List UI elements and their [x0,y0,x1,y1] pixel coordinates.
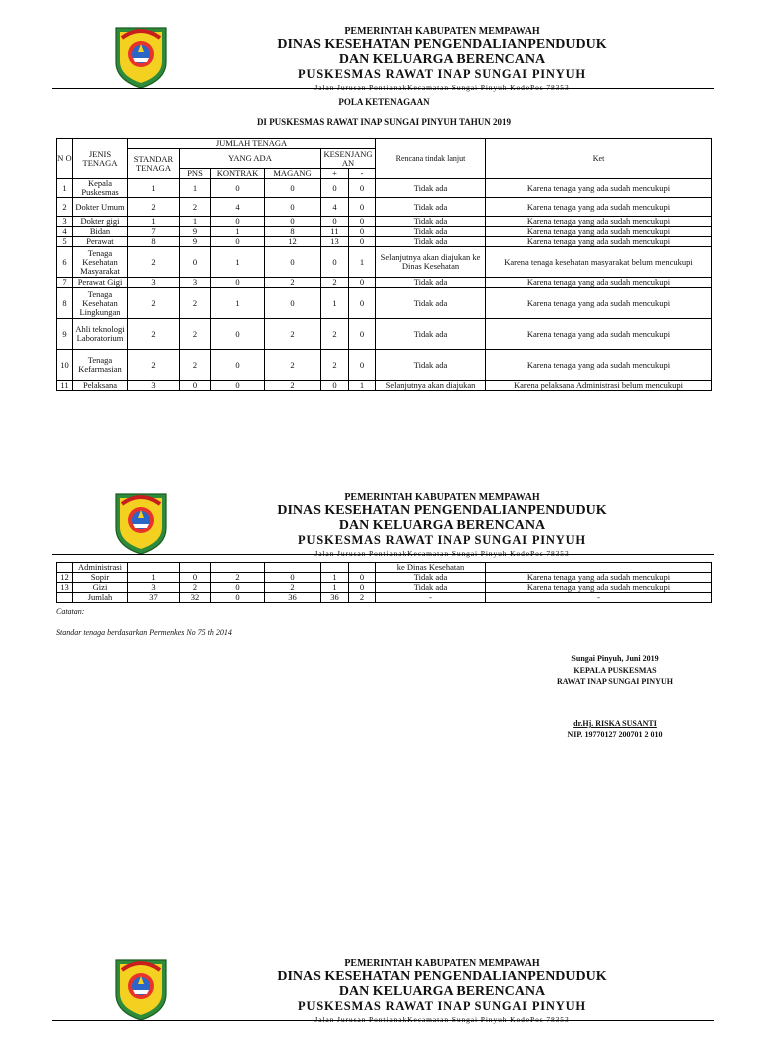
cell-pns: 32 [180,593,211,603]
header-kontrak: KONTRAK [211,169,265,179]
cell-no: 1 [57,179,73,198]
cell-rencana: Tidak ada [376,278,486,288]
table-row [57,381,712,391]
cell-plus: 1 [321,573,349,583]
cell-standar: 1 [128,217,180,227]
cell-jenis: Tenaga Kesehatan Masyarakat [73,247,128,278]
regency-logo-icon [112,488,170,556]
table-row [57,593,712,603]
cell-no: 10 [57,350,73,381]
cell-ket: Karena tenaga yang ada sudah mencukupi [486,237,712,247]
letterhead-address: Jalan Jurusan PontianakKecamatan Sungai Pinyuh KodePos 78353 [314,1015,570,1024]
cell-pns: 1 [180,217,211,227]
table-row [57,288,712,319]
cell-minus: 0 [349,573,376,583]
header-kesenjangan: KESENJANG AN [321,149,376,169]
cell-kontrak: 0 [211,593,265,603]
header-no: N O [57,139,73,179]
cell-standar: 3 [128,583,180,593]
cell-kontrak: 1 [211,227,265,237]
cell-rencana: - [376,593,486,603]
cell-minus: 1 [349,247,376,278]
header-rule-page2 [52,554,714,555]
cell-no: 11 [57,381,73,391]
letterhead-line4: PUSKESMAS RAWAT INAP SUNGAI PINYUH [298,533,586,547]
cell-ket: Karena tenaga yang ada sudah mencukupi [486,319,712,350]
letterhead-line1: PEMERINTAH KABUPATEN MEMPAWAH [344,26,540,37]
cell-jenis: Tenaga Kefarmasian [73,350,128,381]
table-row [57,247,712,278]
regency-logo-icon [112,22,170,90]
cell-ket: Karena tenaga yang ada sudah mencukupi [486,350,712,381]
cell-kontrak: 0 [211,350,265,381]
cell-jenis: Dokter Umum [73,198,128,217]
table-row [57,278,712,288]
cell-magang: 36 [265,593,321,603]
cell-ket: Karena tenaga yang ada sudah mencukupi [486,217,712,227]
cell-jenis: Bidan [73,227,128,237]
cell-rencana: Tidak ada [376,319,486,350]
cell-no: 2 [57,198,73,217]
sign-position1: KEPALA PUSKESMAS [573,666,657,675]
cell-kontrak: 0 [211,278,265,288]
cell-standar: 1 [128,179,180,198]
cell-kontrak: 0 [211,179,265,198]
cell-kontrak: 0 [211,319,265,350]
letterhead-line1: PEMERINTAH KABUPATEN MEMPAWAH [344,958,540,969]
cell-standar: 8 [128,237,180,247]
cell-plus: 2 [321,319,349,350]
cell-jenis: Dokter gigi [73,217,128,227]
header-standar: STANDAR TENAGA [128,149,180,179]
cell-ket: Karena tenaga yang ada sudah mencukupi [486,179,712,198]
staffing-table [56,138,712,391]
staffing-table-continued [56,562,712,603]
cell-plus: 0 [321,179,349,198]
header-ket: Ket [486,139,712,179]
cell-jenis: Kepala Puskesmas [73,179,128,198]
table-row [57,237,712,247]
cell-magang: 2 [265,381,321,391]
cell-pns: 2 [180,583,211,593]
cell-pns [180,563,211,573]
cell-pns: 1 [180,179,211,198]
cell-pns: 9 [180,227,211,237]
cell-standar: 2 [128,288,180,319]
sign-name: dr.Hj. RISKA SUSANTI [573,719,657,728]
cell-magang: 0 [265,198,321,217]
cell-kontrak: 0 [211,381,265,391]
cell-magang: 2 [265,583,321,593]
cell-kontrak: 1 [211,247,265,278]
cell-minus: 1 [349,381,376,391]
table-row [57,563,712,573]
table-row [57,573,712,583]
cell-jenis: Administrasi [73,563,128,573]
cell-minus: 0 [349,179,376,198]
letterhead-address: Jalan Jurusan PontianakKecamatan Sungai Pinyuh KodePos 78353 [314,83,570,92]
cell-plus: 0 [321,217,349,227]
header-jumlah: JUMLAH TENAGA [128,139,376,149]
cell-jenis: Perawat Gigi [73,278,128,288]
cell-standar [128,563,180,573]
cell-jenis: Gizi [73,583,128,593]
cell-magang: 2 [265,278,321,288]
cell-no: 12 [57,573,73,583]
cell-no: 13 [57,583,73,593]
cell-minus: 0 [349,583,376,593]
cell-rencana: Tidak ada [376,179,486,198]
cell-minus: 0 [349,288,376,319]
cell-plus: 36 [321,593,349,603]
cell-ket: Karena tenaga yang ada sudah mencukupi [486,227,712,237]
letterhead-page3 [112,954,712,1046]
letterhead-line2: DINAS KESEHATAN PENGENDALIANPENDUDUK [277,503,607,518]
cell-standar: 37 [128,593,180,603]
cell-rencana: Tidak ada [376,350,486,381]
cell-plus [321,563,349,573]
sign-place-date: Sungai Pinyuh, Juni 2019 [571,654,659,663]
cell-standar: 2 [128,198,180,217]
letterhead-address: Jalan Jurusan PontianakKecamatan Sungai Pinyuh KodePos 78353 [314,549,570,558]
cell-no: 4 [57,227,73,237]
document-subtitle: DI PUSKESMAS RAWAT INAP SUNGAI PINYUH TAHUN 2019 [256,117,512,127]
table-row [57,179,712,198]
cell-pns: 0 [180,247,211,278]
header-jenis: JENIS TENAGA [73,139,128,179]
sign-position2: RAWAT INAP SUNGAI PINYUH [557,677,673,686]
cell-ket: Karena tenaga yang ada sudah mencukupi [486,573,712,583]
cell-no: 6 [57,247,73,278]
header-rencana: Rencana tindak lanjut [376,139,486,179]
cell-rencana: Tidak ada [376,237,486,247]
cell-kontrak: 2 [211,573,265,583]
cell-pns: 0 [180,573,211,583]
letterhead-line3: DAN KELUARGA BERENCANA [338,52,546,67]
cell-standar: 2 [128,319,180,350]
cell-plus: 11 [321,227,349,237]
cell-minus: 0 [349,278,376,288]
header-plus: + [321,169,349,179]
note-standar: Standar tenaga berdasarkan Permenkes No 75 th 2014 [56,628,232,637]
cell-pns: 2 [180,350,211,381]
cell-no: 5 [57,237,73,247]
cell-magang: 12 [265,237,321,247]
cell-jenis: Ahli teknologi Laboratorium [73,319,128,350]
cell-jenis: Jumlah [73,593,128,603]
letterhead-line1: PEMERINTAH KABUPATEN MEMPAWAH [344,492,540,503]
cell-kontrak: 0 [211,237,265,247]
table-row [57,198,712,217]
cell-no: 8 [57,288,73,319]
cell-minus: 0 [349,350,376,381]
cell-plus: 0 [321,381,349,391]
cell-plus: 2 [321,278,349,288]
cell-minus: 0 [349,237,376,247]
header-magang: MAGANG [265,169,321,179]
cell-kontrak: 0 [211,583,265,593]
cell-rencana: Tidak ada [376,573,486,583]
header-pns: PNS [180,169,211,179]
document-title: POLA KETENAGAAN [338,97,430,107]
cell-plus: 2 [321,350,349,381]
cell-pns: 9 [180,237,211,247]
letterhead-line4: PUSKESMAS RAWAT INAP SUNGAI PINYUH [298,999,586,1013]
table-row [57,217,712,227]
cell-minus: 0 [349,217,376,227]
cell-ket: Karena tenaga yang ada sudah mencukupi [486,198,712,217]
cell-ket: Karena tenaga yang ada sudah mencukupi [486,288,712,319]
cell-ket: - [486,593,712,603]
header-rule-page3 [52,1020,714,1021]
cell-standar: 3 [128,381,180,391]
cell-ket [486,563,712,573]
cell-plus: 4 [321,198,349,217]
cell-no [57,593,73,603]
cell-minus: 0 [349,227,376,237]
note-catatan: Catatan: [56,607,85,616]
cell-kontrak: 4 [211,198,265,217]
cell-pns: 3 [180,278,211,288]
cell-rencana: Tidak ada [376,227,486,237]
cell-plus: 0 [321,247,349,278]
regency-logo-icon [112,954,170,1022]
cell-pns: 2 [180,288,211,319]
cell-rencana: Selanjutnya akan diajukan [376,381,486,391]
cell-rencana: Selanjutnya akan diajukan ke Dinas Kesehatan [376,247,486,278]
cell-standar: 2 [128,247,180,278]
cell-no: 3 [57,217,73,227]
cell-ket: Karena tenaga yang ada sudah mencukupi [486,278,712,288]
cell-no: 7 [57,278,73,288]
cell-kontrak: 0 [211,217,265,227]
header-minus: - [349,169,376,179]
cell-magang [265,563,321,573]
cell-ket: Karena pelaksana Administrasi belum mencukupi [486,381,712,391]
cell-kontrak [211,563,265,573]
cell-ket: Karena tenaga yang ada sudah mencukupi [486,583,712,593]
cell-plus: 13 [321,237,349,247]
cell-minus: 2 [349,593,376,603]
cell-rencana: Tidak ada [376,583,486,593]
cell-jenis: Tenaga Kesehatan Lingkungan [73,288,128,319]
cell-kontrak: 1 [211,288,265,319]
letterhead-line2: DINAS KESEHATAN PENGENDALIANPENDUDUK [277,969,607,984]
cell-pns: 0 [180,381,211,391]
cell-magang: 8 [265,227,321,237]
letterhead-line3: DAN KELUARGA BERENCANA [338,984,546,999]
cell-no [57,563,73,573]
cell-pns: 2 [180,198,211,217]
cell-ket: Karena tenaga kesehatan masyarakat belum mencukupi [486,247,712,278]
cell-standar: 2 [128,350,180,381]
table-row [57,319,712,350]
sign-nip: NIP. 19770127 200701 2 010 [567,730,663,739]
cell-minus: 0 [349,319,376,350]
header-rule [52,88,714,89]
letterhead-line3: DAN KELUARGA BERENCANA [338,518,546,533]
cell-standar: 7 [128,227,180,237]
cell-rencana: Tidak ada [376,217,486,227]
cell-magang: 2 [265,319,321,350]
cell-rencana: ke Dinas Kesehatan [376,563,486,573]
cell-magang: 0 [265,217,321,227]
cell-standar: 1 [128,573,180,583]
table-row [57,583,712,593]
cell-pns: 2 [180,319,211,350]
cell-plus: 1 [321,583,349,593]
cell-jenis: Pelaksana [73,381,128,391]
cell-minus: 0 [349,198,376,217]
cell-plus: 1 [321,288,349,319]
cell-jenis: Sopir [73,573,128,583]
header-yang-ada: YANG ADA [180,149,321,169]
cell-rencana: Tidak ada [376,288,486,319]
letterhead-line2: DINAS KESEHATAN PENGENDALIANPENDUDUK [277,37,607,52]
cell-no: 9 [57,319,73,350]
cell-minus [349,563,376,573]
table-row [57,350,712,381]
cell-magang: 0 [265,288,321,319]
cell-standar: 3 [128,278,180,288]
cell-magang: 0 [265,573,321,583]
cell-magang: 0 [265,247,321,278]
letterhead-line4: PUSKESMAS RAWAT INAP SUNGAI PINYUH [298,67,586,81]
cell-jenis: Perawat [73,237,128,247]
cell-magang: 0 [265,179,321,198]
cell-rencana: Tidak ada [376,198,486,217]
table-row [57,227,712,237]
cell-magang: 2 [265,350,321,381]
